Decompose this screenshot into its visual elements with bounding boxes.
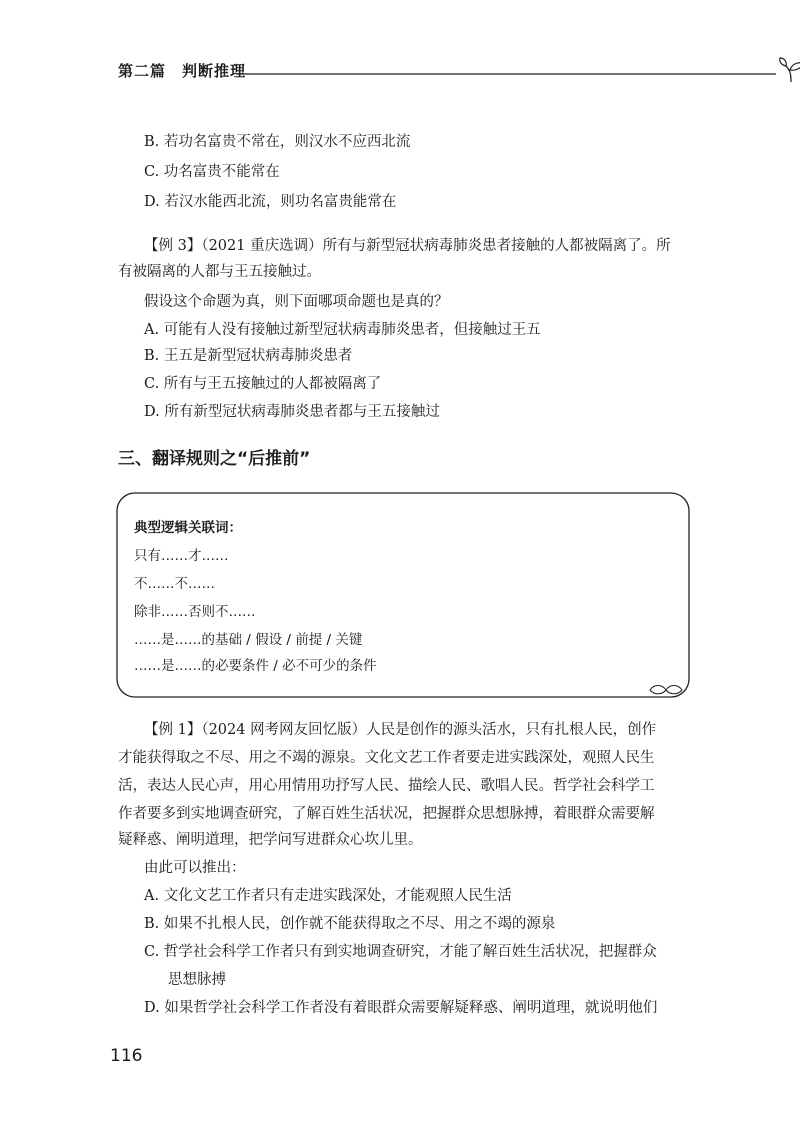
example3-question: 假设这个命题为真，则下面哪项命题也是真的？: [144, 294, 449, 310]
example1-option-a: A. 文化文艺工作者只有走进实践深处，才能观照人民生活: [144, 888, 512, 904]
header-rule: [236, 72, 776, 76]
option-c-prev: C. 功名富贵不能常在: [144, 164, 280, 180]
page-number: 116: [110, 1046, 143, 1066]
keyword-item: ……是……的基础 / 假设 / 前提 / 关键: [134, 632, 363, 648]
example3-option-d: D. 所有新型冠状病毒肺炎患者都与王五接触过: [144, 404, 440, 420]
example1-stem-line: 【例 1】（2024 网考网友回忆版）人民是创作的源头活水，只有扎根人民，创作: [144, 722, 657, 738]
running-header: [118, 56, 698, 86]
example1-question: 由此可以推出：: [144, 860, 246, 876]
keyword-item: 只有……才……: [134, 548, 229, 564]
example1-stem-line: 活，表达人民心声，用心用情用功抒写人民、描绘人民、歌唱人民。哲学社会科学工: [118, 778, 655, 794]
option-b-prev: B. 若功名富贵不常在，则汉水不应西北流: [144, 134, 411, 150]
example1-option-b: B. 如果不扎根人民，创作就不能获得取之不尽、用之不竭的源泉: [144, 916, 556, 932]
keywords-box: [116, 492, 690, 698]
example1-option-c-line2: 思想脉搏: [168, 972, 226, 988]
example1-stem-line: 疑释惑、阐明道理，把学问写进群众心坎儿里。: [118, 832, 423, 848]
example1-option-d: D. 如果哲学社会科学工作者没有着眼群众需要解疑释惑、阐明道理，就说明他们: [144, 1000, 658, 1016]
sprout-icon: [778, 56, 800, 84]
keyword-item: ……是……的必要条件 / 必不可少的条件: [134, 658, 377, 674]
keyword-item: 不……不……: [134, 576, 215, 592]
leaf-icon: [650, 686, 682, 694]
header-title: 第二篇 判断推理: [118, 62, 247, 80]
example3-option-b: B. 王五是新型冠状病毒肺炎患者: [144, 348, 353, 364]
example3-stem-line2: 有被隔离的人都与王五接触过。: [118, 264, 321, 280]
option-d-prev: D. 若汉水能西北流，则功名富贵能常在: [144, 194, 397, 210]
section-heading: 三、翻译规则之“后推前”: [118, 449, 311, 469]
keyword-item: 除非……否则不……: [134, 604, 256, 620]
example3-stem-line1: 【例 3】（2021 重庆选调）所有与新型冠状病毒肺炎患者接触的人都被隔离了。所: [144, 238, 671, 254]
example3-option-c: C. 所有与王五接触过的人都被隔离了: [144, 376, 382, 392]
example1-stem-line: 才能获得取之不尽、用之不竭的源泉。文化文艺工作者要走进实践深处，观照人民生: [118, 750, 655, 766]
keywords-box-title: 典型逻辑关联词：: [134, 520, 242, 536]
example3-option-a: A. 可能有人没有接触过新型冠状病毒肺炎患者，但接触过王五: [144, 322, 541, 338]
example1-stem-line: 作者要多到实地调查研究，了解百姓生活状况，把握群众思想脉搏，着眼群众需要解: [118, 806, 655, 822]
example1-option-c-line1: C. 哲学社会科学工作者只有到实地调查研究，才能了解百姓生活状况，把握群众: [144, 944, 657, 960]
